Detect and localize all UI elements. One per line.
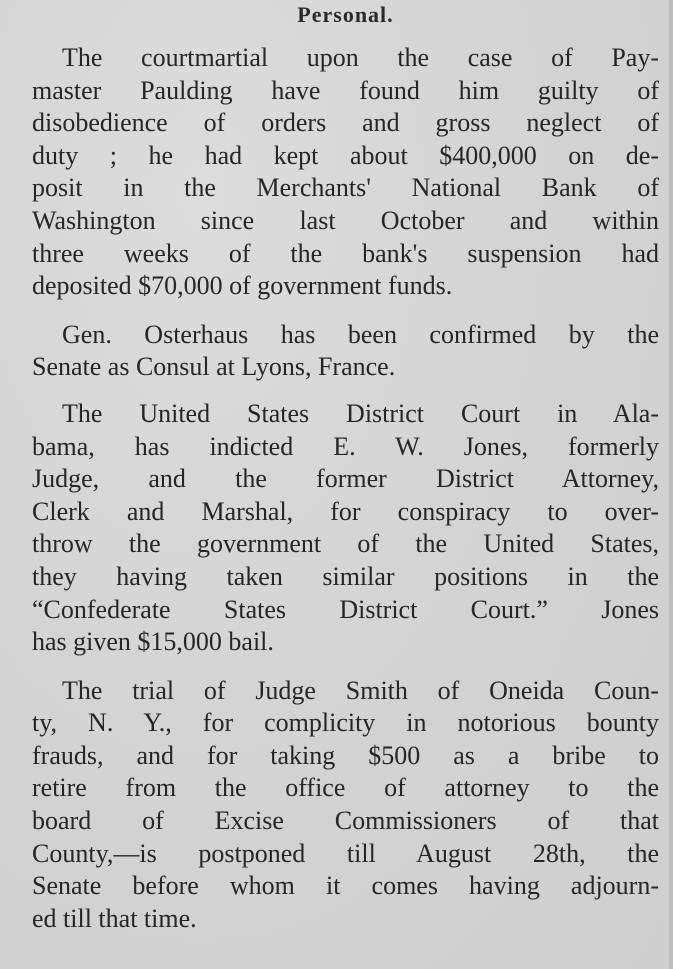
paragraph-paulding-courtmartial	[32, 42, 659, 303]
text-line: master Paulding have found him guilty of	[32, 75, 659, 105]
paragraph-osterhaus	[32, 319, 659, 384]
text-line: has given $15,000 bail.	[32, 627, 274, 657]
paragraph-alabama-court	[32, 398, 659, 659]
text-line: bama, has indicted E. W. Jones, formerly	[32, 431, 659, 461]
text-line: The trial of Judge Smith of Oneida Coun-	[62, 675, 659, 705]
text-line: board of Excise Commissioners of that	[32, 806, 659, 836]
text-line: disobedience of orders and gross neglect of	[32, 108, 659, 138]
paragraph-judge-smith-trial	[32, 675, 659, 936]
text-line: frauds, and for taking $500 as a bribe to	[32, 740, 659, 770]
text-line: they having taken similar positions in the	[32, 561, 659, 591]
text-line: The United States District Court in Ala-	[62, 398, 659, 428]
text-line: ed till that time.	[32, 903, 197, 933]
text-line: posit in the Merchants' National Bank of	[32, 173, 659, 203]
text-line: duty ; he had kept about $400,000 on de-	[32, 140, 659, 170]
text-line: Washington since last October and within	[32, 205, 659, 235]
text-line: Judge, and the former District Attorney,	[32, 464, 659, 494]
column-heading: Personal.	[297, 2, 394, 27]
text-line: Clerk and Marshal, for conspiracy to over-	[32, 496, 659, 526]
text-line: Senate as Consul at Lyons, France.	[32, 352, 396, 382]
text-line: retire from the office of attorney to the	[32, 773, 659, 803]
text-line: Senate before whom it comes having adjourn-	[32, 871, 659, 901]
text-line: deposited $70,000 of government funds.	[32, 271, 453, 301]
text-line: Gen. Osterhaus has been confirmed by the	[62, 319, 659, 349]
text-line: ty, N. Y., for complicity in notorious bounty	[32, 708, 659, 738]
text-line: The courtmartial upon the case of Pay-	[62, 43, 659, 72]
text-line: three weeks of the bank's suspension had	[32, 238, 659, 268]
text-line: County,—is postponed till August 28th, the	[32, 838, 659, 868]
text-line: throw the government of the United States,	[32, 529, 659, 559]
column-edge-shadow	[669, 0, 673, 969]
text-line: “Confederate States District Court.” Jones	[32, 594, 659, 624]
